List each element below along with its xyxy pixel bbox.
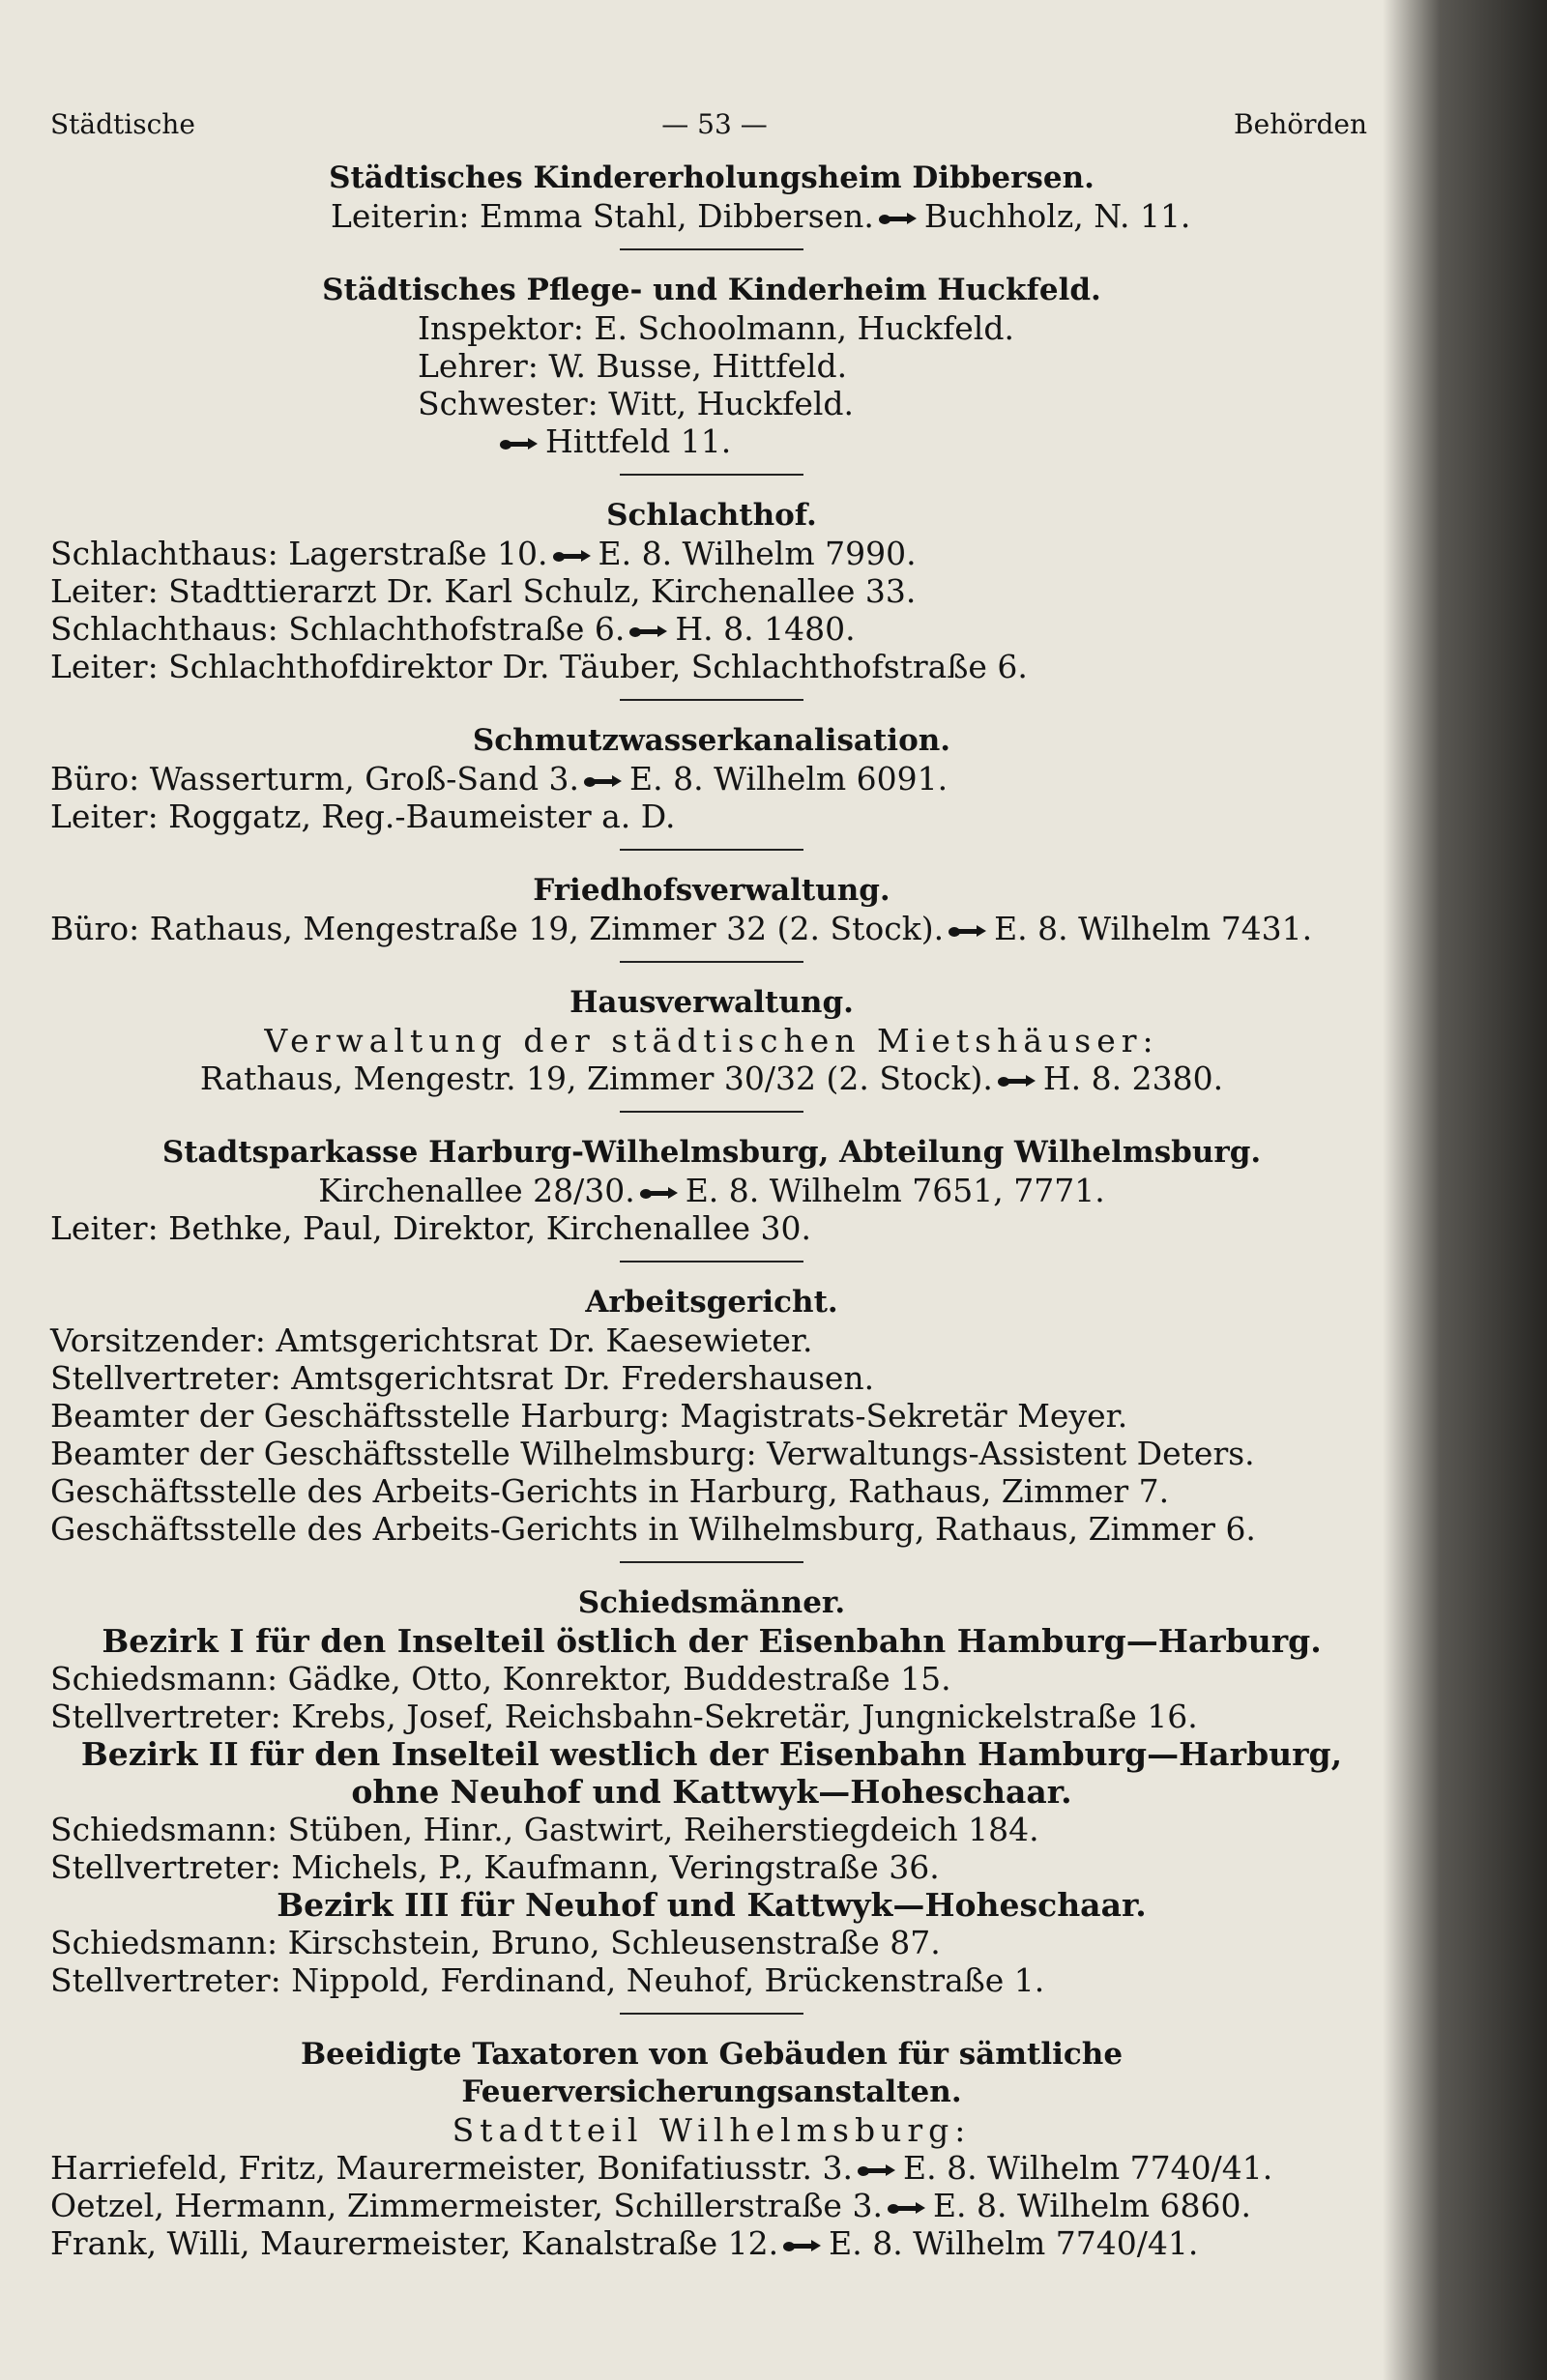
separator-rule <box>620 1561 803 1563</box>
entry-line: Inspektor: E. Schoolmann, Huckfeld. <box>418 309 1014 347</box>
telephone-icon <box>552 548 591 564</box>
separator-rule <box>620 248 803 250</box>
entry-line: Stadtteil Wilhelmsburg: <box>452 2111 972 2149</box>
section-title: Schlachthof. <box>606 498 817 533</box>
separator-rule <box>620 1261 803 1263</box>
section-hausverwaltung <box>50 984 1373 1097</box>
entry-line: Vorsitzender: Amtsgerichtsrat Dr. Kaesewieter. <box>50 1321 813 1359</box>
section-title: Schiedsmänner. <box>577 1585 846 1620</box>
section-title: Schmutzwasserkanalisation. <box>472 723 951 758</box>
entry-line: Leiter: Stadttierarzt Dr. Karl Schulz, Kirchenallee 33. <box>50 572 917 610</box>
section-arbeitsgericht <box>50 1284 1373 1548</box>
header-right: Behörden <box>1234 108 1367 140</box>
entry-line: Beamter der Geschäftsstelle Wilhelmsburg: Verwaltungs-Assistent Deters. <box>50 1435 1255 1472</box>
entry-line: Geschäftsstelle des Arbeits-Gerichts in Wilhelmsburg, Rathaus, Zimmer 6. <box>50 1510 1256 1548</box>
separator-rule <box>620 2013 803 2015</box>
section-pflegeheim <box>50 272 1373 460</box>
entry-line: Büro: Wasserturm, Groß-Sand 3. E. 8. Wilhelm 6091. <box>50 760 949 798</box>
section-title: Friedhofsverwaltung. <box>533 873 890 908</box>
entry-line: Rathaus, Mengestr. 19, Zimmer 30/32 (2. Stock). H. 8. 2380. <box>199 1059 1224 1097</box>
entry-line: Geschäftsstelle des Arbeits-Gerichts in Harburg, Rathaus, Zimmer 7. <box>50 1472 1170 1510</box>
section-kindererholungsheim <box>50 160 1373 235</box>
separator-rule <box>620 699 803 701</box>
entry-line: Oetzel, Hermann, Zimmermeister, Schillerstraße 3. E. 8. Wilhelm 6860. <box>50 2187 1252 2224</box>
section-title: Städtisches Kindererholungsheim Dibbersen. <box>329 160 1095 195</box>
entry-line: Stellvertreter: Krebs, Josef, Reichsbahn-Sekretär, Jungnickelstraße 16. <box>50 1698 1198 1735</box>
entry-line: Leiter: Schlachthofdirektor Dr. Täuber, Schlachthofstraße 6. <box>50 648 1028 685</box>
entry-line: Schwester: Witt, Huckfeld. <box>418 385 855 422</box>
entry-line: Leiter: Bethke, Paul, Direktor, Kirchenallee 30. <box>50 1209 812 1247</box>
section-stadtsparkasse <box>50 1134 1373 1247</box>
telephone-icon <box>887 2200 925 2216</box>
entry-line: Harriefeld, Fritz, Maurermeister, Bonifatiusstr. 3. E. 8. Wilhelm 7740/41. <box>50 2149 1273 2187</box>
entry-line: Frank, Willi, Maurermeister, Kanalstraße 12. E. 8. Wilhelm 7740/41. <box>50 2224 1199 2262</box>
section-title: Beeidigte Taxatoren von Gebäuden für sämtliche Feuerversicherungsanstalten. <box>300 2037 1124 2109</box>
telephone-icon <box>628 624 667 639</box>
telephone-icon <box>639 1185 678 1201</box>
section-title: Stadtsparkasse Harburg-Wilhelmsburg, Abteilung Wilhelmsburg. <box>161 1135 1262 1170</box>
telephone-icon <box>583 773 622 789</box>
district-heading: Bezirk II für den Inselteil westlich der Eisenbahn Hamburg—Harburg, <box>80 1735 1343 1773</box>
header-left: Städtische <box>50 108 195 140</box>
entry-line: Stellvertreter: Amtsgerichtsrat Dr. Fredershausen. <box>50 1359 875 1397</box>
section-schiedsmaenner <box>50 1584 1373 1999</box>
page-number: — 53 — <box>661 108 768 140</box>
separator-rule <box>620 849 803 851</box>
separator-rule <box>620 961 803 963</box>
section-schmutzwasserkanalisation <box>50 722 1373 835</box>
telephone-icon <box>857 2162 895 2178</box>
entry-line: Leiterin: Emma Stahl, Dibbersen. Buchholz, N. 11. <box>331 197 1191 235</box>
entry-line: Stellvertreter: Nippold, Ferdinand, Neuhof, Brückenstraße 1. <box>50 1961 1045 1999</box>
section-title: Arbeitsgericht. <box>585 1285 838 1320</box>
telephone-icon <box>948 923 986 939</box>
section-title: Hausverwaltung. <box>569 985 854 1020</box>
entry-line: Schlachthaus: Lagerstraße 10. E. 8. Wilhelm 7990. <box>50 535 917 572</box>
entry-line: Verwaltung der städtischen Mietshäuser: <box>264 1022 1159 1059</box>
telephone-icon <box>499 436 538 451</box>
separator-rule <box>620 1111 803 1113</box>
scan-edge-shadow <box>1383 0 1547 2380</box>
section-schlachthof <box>50 497 1373 685</box>
entry-line: Büro: Rathaus, Mengestraße 19, Zimmer 32 (2. Stock). E. 8. Wilhelm 7431. <box>50 910 1313 947</box>
section-title: Städtisches Pflege- und Kinderheim Huckfeld. <box>322 273 1101 307</box>
telephone-icon <box>997 1073 1036 1088</box>
section-friedhofsverwaltung <box>50 872 1373 947</box>
telephone-icon <box>782 2238 821 2253</box>
entry-line: Leiter: Roggatz, Reg.-Baumeister a. D. <box>50 798 676 835</box>
entry-line: Hittfeld 11. <box>50 422 1373 460</box>
entry-line: Schiedsmann: Kirschstein, Bruno, Schleusenstraße 87. <box>50 1924 941 1961</box>
section-taxatoren <box>50 2036 1373 2262</box>
entry-line: Schiedsmann: Gädke, Otto, Konrektor, Buddestraße 15. <box>50 1660 951 1698</box>
entry-line: Schlachthaus: Schlachthofstraße 6. H. 8. 1480. <box>50 610 856 648</box>
separator-rule <box>620 474 803 476</box>
entry-line: Stellvertreter: Michels, P., Kaufmann, Veringstraße 36. <box>50 1848 940 1886</box>
telephone-icon <box>878 211 917 226</box>
page-header <box>50 108 1373 140</box>
district-heading: Bezirk III für Neuhof und Kattwyk—Hoheschaar. <box>277 1886 1147 1924</box>
district-heading: Bezirk I für den Inselteil östlich der Eisenbahn Hamburg—Harburg. <box>102 1622 1322 1660</box>
district-heading: ohne Neuhof und Kattwyk—Hoheschaar. <box>351 1773 1072 1811</box>
entry-line: Kirchenallee 28/30. E. 8. Wilhelm 7651, 7771. <box>318 1172 1105 1209</box>
entry-line: Schiedsmann: Stüben, Hinr., Gastwirt, Reiherstiegdeich 184. <box>50 1811 1039 1848</box>
entry-line: Lehrer: W. Busse, Hittfeld. <box>418 347 848 385</box>
entry-line: Beamter der Geschäftsstelle Harburg: Magistrats-Sekretär Meyer. <box>50 1397 1128 1435</box>
